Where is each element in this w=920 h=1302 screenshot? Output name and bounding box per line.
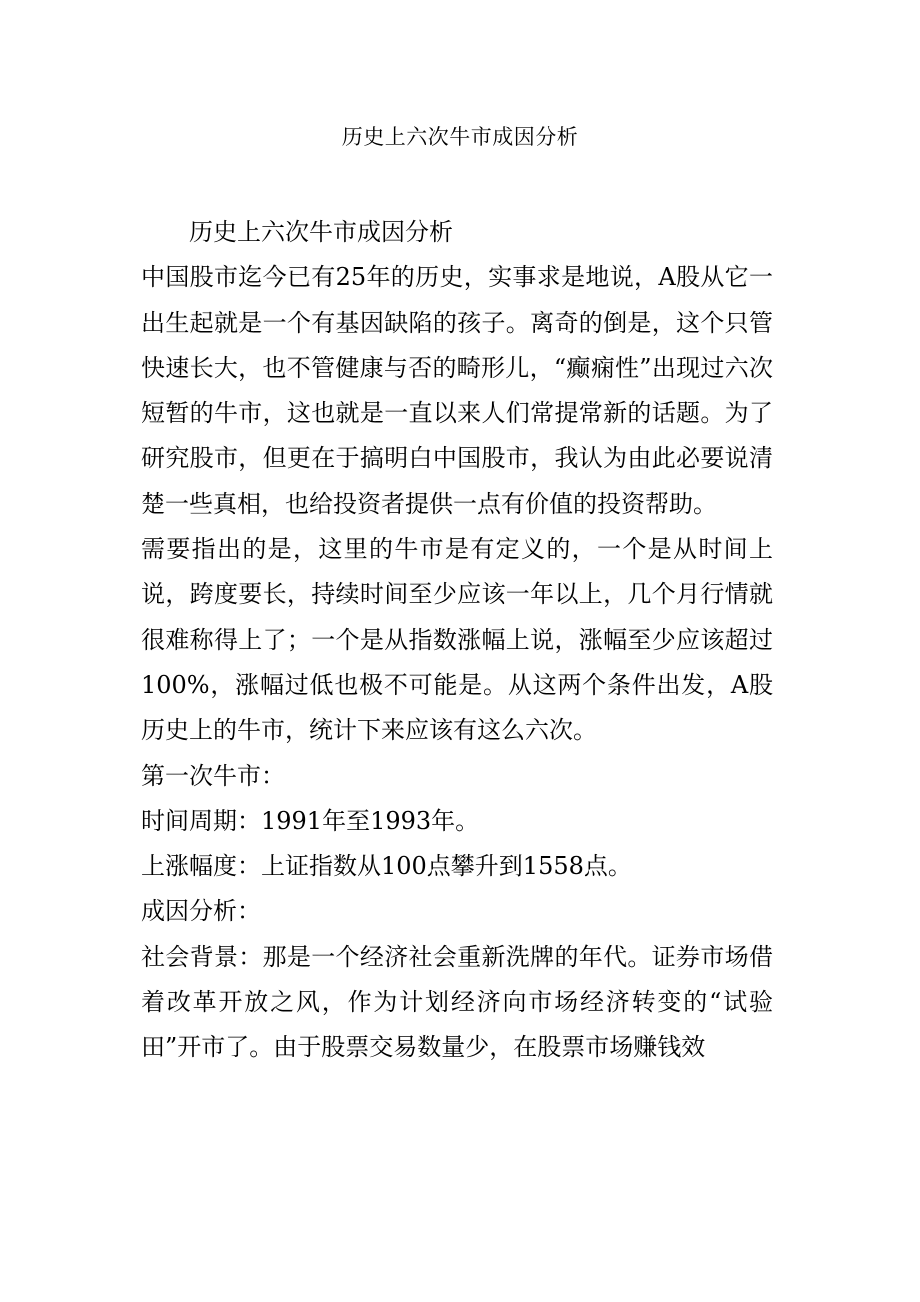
paragraph-time-period: 时间周期：1991年至1993年。 bbox=[141, 806, 480, 835]
paragraph-definition: 需要指出的是，这里的牛市是有定义的，一个是从时间上说，跨度要长，持续时间至少应该一年以上，几个月行情就很难称得上了；一个是从指数涨幅上说，涨幅至少应该超过100%，涨幅过低也极不可能是。从这两个条件出发，A股历史上的牛市，统计下来应该有这么六次。 bbox=[141, 535, 773, 745]
paragraph-rise-range: 上涨幅度：上证指数从100点攀升到1558点。 bbox=[141, 852, 632, 881]
document-body bbox=[141, 210, 773, 1071]
paragraph-intro: 中国股市迄今已有25年的历史，实事求是地说，A股从它一出生起就是一个有基因缺陷的孩子。离奇的倒是，这个只管快速长大，也不管健康与否的畸形儿，“癫痫性”出现过六次短暂的牛市，这也就是一直以来人们常提常新的话题。为了研究股市，但更在于搞明白中国股市，我认为由此必要说清楚一些真相，也给投资者提供一点有价值的投资帮助。 bbox=[141, 263, 773, 518]
paragraph-cause-analysis-label: 成因分析： bbox=[141, 897, 261, 926]
section-heading-first-bull-market: 第一次牛市： bbox=[141, 761, 285, 790]
paragraph-social-background: 社会背景：那是一个经济社会重新洗牌的年代。证券市场借着改革开放之风，作为计划经济向市场经济转变的“试验田”开市了。由于股票交易数量少，在股票市场赚钱效 bbox=[141, 942, 773, 1062]
subheading: 历史上六次牛市成因分析 bbox=[189, 218, 453, 246]
document-title: 历史上六次牛市成因分析 bbox=[341, 125, 579, 149]
